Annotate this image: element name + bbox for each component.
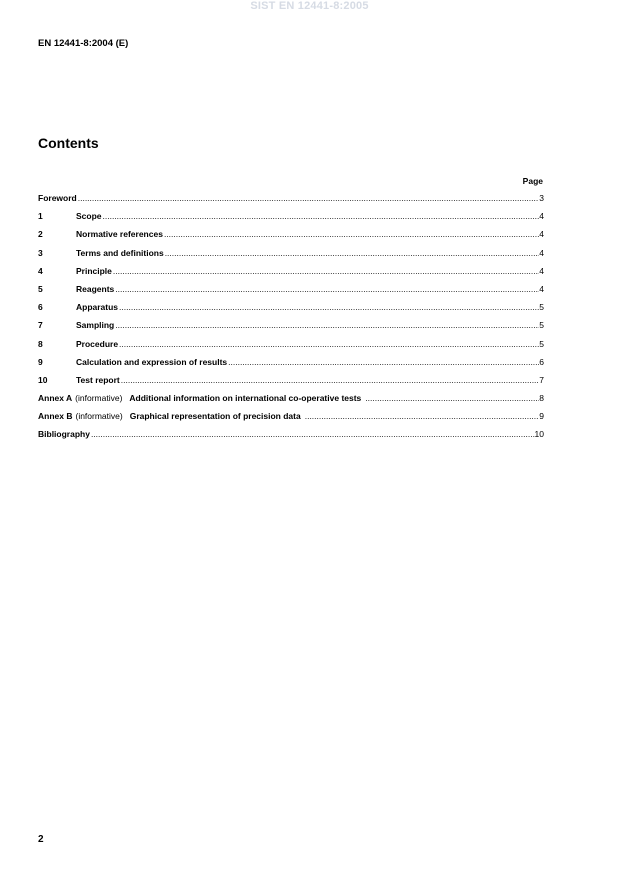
toc-entry-title: Principle xyxy=(76,265,112,276)
toc-entry-bibliography[interactable] xyxy=(38,428,544,446)
annex-type: (informative) xyxy=(75,393,123,404)
toc-entry-annex-a[interactable] xyxy=(38,392,544,410)
toc-entry-number: 7 xyxy=(38,320,43,331)
page-number: 2 xyxy=(38,834,44,845)
toc-entry-page: 5 xyxy=(539,302,544,313)
annex-title: Graphical representation of precision data xyxy=(129,411,301,422)
toc-entry-page: 7 xyxy=(539,374,544,385)
toc-entry-number: 10 xyxy=(38,374,48,385)
toc-leader-dots xyxy=(365,392,539,404)
toc-entry-number: 6 xyxy=(38,302,43,313)
annex-label: Annex B xyxy=(38,411,73,422)
toc-leader-dots xyxy=(115,319,539,331)
toc-entry-foreword[interactable] xyxy=(38,192,544,210)
toc-entry-procedure[interactable] xyxy=(38,338,544,356)
toc-entry-apparatus[interactable] xyxy=(38,301,544,319)
toc-entry-page: 4 xyxy=(539,247,544,258)
toc-entry-page: 9 xyxy=(539,411,544,422)
toc-entry-number: 4 xyxy=(38,265,43,276)
toc-leader-dots xyxy=(165,247,540,259)
toc-entry-page: 4 xyxy=(539,283,544,294)
toc-entry-scope[interactable] xyxy=(38,210,544,228)
toc-entry-title: Terms and definitions xyxy=(76,247,164,258)
toc-leader-dots xyxy=(164,228,539,240)
toc-entry-title: Reagents xyxy=(76,283,115,294)
annex-title: Additional information on international co-operative tests xyxy=(129,393,362,404)
table-of-contents xyxy=(38,192,544,447)
toc-entry-page: 4 xyxy=(539,211,544,222)
toc-leader-dots xyxy=(113,265,539,277)
toc-entry-page: 3 xyxy=(539,193,544,203)
document-id: EN 12441-8:2004 (E) xyxy=(38,38,129,49)
toc-entry-title: Sampling xyxy=(76,320,115,331)
toc-entry-page: 10 xyxy=(534,429,544,440)
toc-entry-annex-b[interactable] xyxy=(38,410,544,428)
toc-entry-terms-and-definitions[interactable] xyxy=(38,247,544,265)
toc-entry-page: 5 xyxy=(539,320,544,331)
toc-entry-title: Procedure xyxy=(76,338,119,349)
toc-leader-dots xyxy=(78,192,540,204)
toc-entry-number: 9 xyxy=(38,356,43,367)
toc-leader-dots xyxy=(103,210,540,222)
contents-title: Contents xyxy=(38,135,99,151)
toc-leader-dots xyxy=(119,301,539,313)
toc-entry-number: 8 xyxy=(38,338,43,349)
page-column-label: Page xyxy=(522,176,543,186)
toc-leader-dots xyxy=(228,356,539,368)
toc-entry-title: Scope xyxy=(76,211,102,222)
toc-leader-dots xyxy=(119,338,539,350)
toc-entry-title: Calculation and expression of results xyxy=(76,356,228,367)
annex-label: Annex A xyxy=(38,393,73,404)
watermark: SIST EN 12441-8:2005 xyxy=(250,0,369,12)
toc-entry-test-report[interactable] xyxy=(38,374,544,392)
toc-entry-principle[interactable] xyxy=(38,265,544,283)
toc-entry-title: Bibliography xyxy=(38,429,90,440)
toc-leader-dots xyxy=(115,283,539,295)
toc-leader-dots xyxy=(305,410,540,422)
toc-entry-title: Test report xyxy=(76,374,120,385)
toc-entry-normative-references[interactable] xyxy=(38,228,544,246)
toc-entry-page: 5 xyxy=(539,338,544,349)
toc-leader-dots xyxy=(121,374,539,386)
toc-entry-number: 2 xyxy=(38,229,43,240)
toc-entry-number: 3 xyxy=(38,247,43,258)
toc-entry-page: 8 xyxy=(539,393,544,404)
toc-entry-number: 5 xyxy=(38,283,43,294)
toc-entry-page: 6 xyxy=(539,356,544,367)
toc-leader-dots xyxy=(91,428,535,440)
toc-entry-page: 4 xyxy=(539,229,544,240)
toc-entry-calculation[interactable] xyxy=(38,356,544,374)
toc-entry-sampling[interactable] xyxy=(38,319,544,337)
annex-type: (informative) xyxy=(75,411,123,422)
toc-entry-number: 1 xyxy=(38,211,43,222)
toc-entry-reagents[interactable] xyxy=(38,283,544,301)
toc-entry-title: Apparatus xyxy=(76,302,119,313)
toc-entry-title: Normative references xyxy=(76,229,163,240)
toc-entry-title: Foreword xyxy=(38,193,77,203)
toc-entry-page: 4 xyxy=(539,265,544,276)
